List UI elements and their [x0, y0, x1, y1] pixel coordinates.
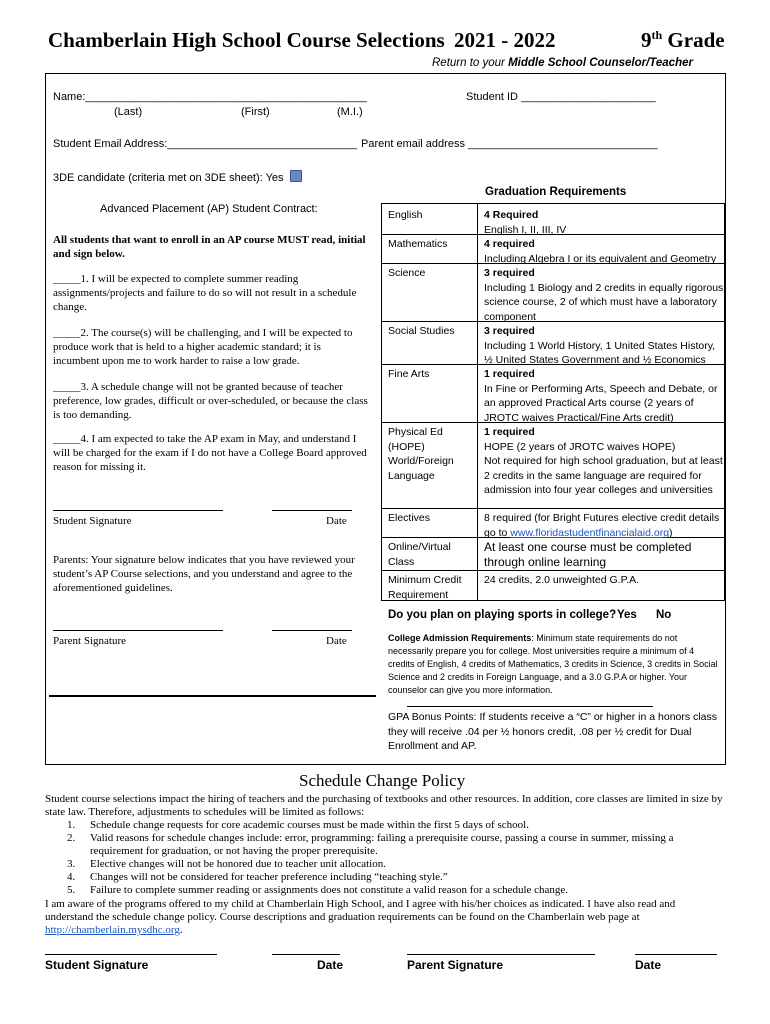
row-divider: [381, 570, 725, 571]
footer-parent-signature-label: Parent Signature: [407, 958, 504, 972]
college-admission-note: [388, 632, 722, 697]
policy-title: Schedule Change Policy: [299, 771, 466, 790]
admission-text: : Minimum state requirements do not necessarily prepare you for college. Most universities require a minimum of 4 credits of English, 4 credits of Mathematics, 3 credits in Science, 3 credits in Social Science and 2 credits in Foreign Language, and a 3.0 G.P.A or higher. Your counselor can give you more information.: [388, 633, 718, 695]
policy-item-number: 4.: [67, 871, 76, 883]
policy-item-number: 1.: [67, 819, 76, 831]
req-count: 4 required: [484, 238, 535, 250]
footer-date-line-1[interactable]: [272, 954, 340, 955]
req-subject-electives: Electives: [388, 512, 431, 524]
sports-yes-option[interactable]: Yes: [617, 609, 637, 621]
req-subject-online: Online/Virtual Class: [388, 541, 451, 568]
footer-date-label-1: Date: [317, 958, 344, 972]
req-detail-tail: ): [669, 526, 673, 539]
policy-item-number: 3.: [67, 858, 76, 870]
student-date-line[interactable]: [272, 510, 352, 511]
req-detail: Including 1 World History, 1 United States History, ½ United States Government and ½ Economics: [484, 339, 716, 366]
grade-suffix: th: [651, 28, 663, 42]
req-detail-english: [484, 208, 724, 237]
req-detail-social-studies: [484, 324, 724, 368]
financial-aid-link[interactable]: www.floridastudentfinancialaid.org: [510, 526, 670, 539]
student-id-field[interactable]: Student ID ______________________: [466, 91, 656, 103]
left-divider: [49, 695, 376, 697]
sports-no-option[interactable]: No: [656, 609, 672, 621]
gpa-divider: [407, 706, 653, 707]
req-detail: HOPE (2 years of JROTC waives HOPE): [484, 440, 676, 453]
name-blank: ______________________________________________: [85, 91, 367, 103]
row-divider: [381, 508, 725, 509]
first-name-caption: (First): [241, 106, 270, 118]
footer-date-label-2: Date: [635, 958, 662, 972]
policy-item-4: Changes will not be considered for teacher preference including “teaching style.”: [90, 871, 448, 883]
grade-label: [641, 28, 725, 53]
req-detail: Including 1 Biology and 2 credits in equally rigorous science course, 2 of which must have a laboratory component: [484, 281, 724, 323]
req-detail-fine-arts: [484, 367, 724, 425]
policy-item-number: 2.: [67, 832, 76, 844]
parent-signature-line[interactable]: [53, 630, 223, 631]
tde-yes-checkbox[interactable]: [290, 170, 302, 182]
policy-item-3: Elective changes will not be honored due to teacher unit allocation.: [90, 858, 386, 870]
req-detail: Including Algebra I or its equivalent and Geometry: [484, 252, 717, 265]
contract-title: Advanced Placement (AP) Student Contract:: [100, 203, 318, 215]
req-detail-min-credit: 24 credits, 2.0 unweighted G.P.A.: [484, 574, 640, 586]
parent-date-label: Date: [326, 635, 347, 647]
req-count: 1 required: [484, 426, 535, 438]
req-subject-pe: Physical Ed (HOPE): [388, 426, 443, 453]
req-detail-online: At least one course must be completed through online learning: [484, 540, 692, 569]
grade-word: Grade: [667, 28, 725, 52]
parents-statement: Parents: Your signature below indicates that you have reviewed your student’s AP Course selections, and you understand and agree to the aforementioned guidelines.: [53, 554, 355, 594]
footer-student-signature-label: Student Signature: [45, 958, 149, 972]
requirements-title: Graduation Requirements: [485, 186, 627, 198]
req-detail-math: [484, 237, 724, 266]
footer-parent-signature-line[interactable]: [407, 954, 595, 955]
grade-number: 9: [641, 28, 652, 52]
tde-label: 3DE candidate (criteria met on 3DE sheet): Yes: [53, 172, 284, 184]
req-subject-fine-arts: Fine Arts: [388, 368, 430, 380]
contract-item-2: _____2. The course(s) will be challenging, and I will be expected to produce work that is held to a higher academic standard; it is incumbent upon me to work harder to raise a low grade.: [53, 327, 353, 367]
name-label: Name:: [53, 91, 86, 103]
footer-student-signature-line[interactable]: [45, 954, 217, 955]
admission-heading: College Admission Requirements: [388, 633, 532, 643]
last-name-caption: (Last): [114, 106, 143, 118]
table-top: [381, 203, 725, 204]
req-detail: English I, II, III, IV: [484, 223, 567, 236]
middle-initial-caption: (M.I.): [337, 106, 363, 118]
contract-item-3: _____3. A schedule change will not be granted because of teacher preference, low grades, difficult or over-scheduled, or because the class is too demanding.: [53, 381, 368, 421]
req-count: 3 required: [484, 267, 535, 279]
chamberlain-web-link[interactable]: http://chamberlain.mysdhc.org: [45, 924, 180, 936]
agreement-tail: .: [179, 924, 183, 936]
policy-item-1: Schedule change requests for core academic courses must be made within the first 5 days of school.: [90, 819, 529, 831]
parent-date-line[interactable]: [272, 630, 352, 631]
student-signature-line[interactable]: [53, 510, 223, 511]
student-date-label: Date: [326, 515, 347, 527]
name-field[interactable]: [53, 91, 367, 103]
req-count: 3 required: [484, 325, 535, 337]
contract-intro: All students that want to enroll in an AP course MUST read, initial and sign below.: [53, 234, 366, 260]
policy-intro: Student course selections impact the hiring of teachers and the purchasing of textbooks and other resources. In addition, core classes are limited in size by state law. Therefore, adjustments to schedules will be limited as follows:: [45, 793, 723, 818]
parent-signature-label: Parent Signature: [53, 635, 127, 647]
parent-email-field[interactable]: Parent email address _______________________________: [361, 138, 658, 150]
policy-agreement: [45, 898, 725, 937]
return-note: [432, 57, 693, 69]
contract-item-4: _____4. I am expected to take the AP exam in May, and understand I will be charged for the exam if I do not have a College Board approved reason for missing it.: [53, 433, 367, 473]
school-year: 2021 - 2022: [454, 28, 556, 52]
req-detail: 8 required (for Bright Futures elective credit details go to: [484, 512, 720, 539]
policy-item-2: Valid reasons for schedule changes include: error, programming: failing a prerequisite course, passing a course in summer, missing a requirement for graduation, or not having the proper prerequisite.: [90, 832, 674, 857]
req-subject-social-studies: Social Studies: [388, 325, 455, 337]
sports-question: Do you plan on playing sports in college?: [388, 609, 617, 621]
student-signature-label: Student Signature: [53, 515, 132, 527]
return-prefix: Return to your: [432, 57, 509, 69]
student-email-field[interactable]: Student Email Address:_______________________________: [53, 138, 357, 150]
req-count: 1 required: [484, 368, 535, 380]
req-count: 4 Required: [484, 209, 539, 221]
page-title: Chamberlain High School Course Selections: [48, 28, 445, 52]
gpa-bonus-note: GPA Bonus Points: If students receive a “C” or higher in a honors class they will receive .04 per ½ honors credit, .08 per ½ credit for Dual Enrollment and AP.: [388, 711, 717, 752]
policy-item-5: Failure to complete summer reading or assignments does not constitute a valid reason for a schedule change.: [90, 884, 569, 896]
policy-item-number: 5.: [67, 884, 76, 896]
contract-item-1: _____1. I will be expected to complete summer reading assignments/projects and failure to do so will not result in a schedule change.: [53, 273, 357, 313]
footer-date-line-2[interactable]: [635, 954, 717, 955]
return-recipient: Middle School Counselor/Teacher: [508, 57, 693, 69]
req-subject-world-language: World/Foreign Language: [388, 455, 454, 482]
tde-candidate: [53, 170, 302, 184]
req-subject-english: English: [388, 209, 423, 221]
req-subject-math: Mathematics: [388, 238, 448, 250]
req-detail-pe: [484, 425, 724, 454]
req-subject-science: Science: [388, 267, 426, 279]
req-detail: In Fine or Performing Arts, Speech and Debate, or an approved Practical Arts course (2 years of JROTC waives Practical/Fine Arts credit): [484, 382, 718, 424]
req-detail-electives: [484, 511, 724, 540]
req-detail-science: [484, 266, 724, 324]
req-detail-world-language: Not required for high school graduation, but at least 2 credits in the same language are required for admission into four year colleges and universities: [484, 455, 723, 496]
req-subject-min-credit: Minimum Credit Requirement: [388, 574, 462, 601]
agreement-text: I am aware of the programs offered to my child at Chamberlain High School, and I agree with his/her choices as indicated. I have also read and understand the schedule change policy. Course descriptions and graduation requirements can be found on the Chamberlain web page at: [45, 898, 676, 923]
